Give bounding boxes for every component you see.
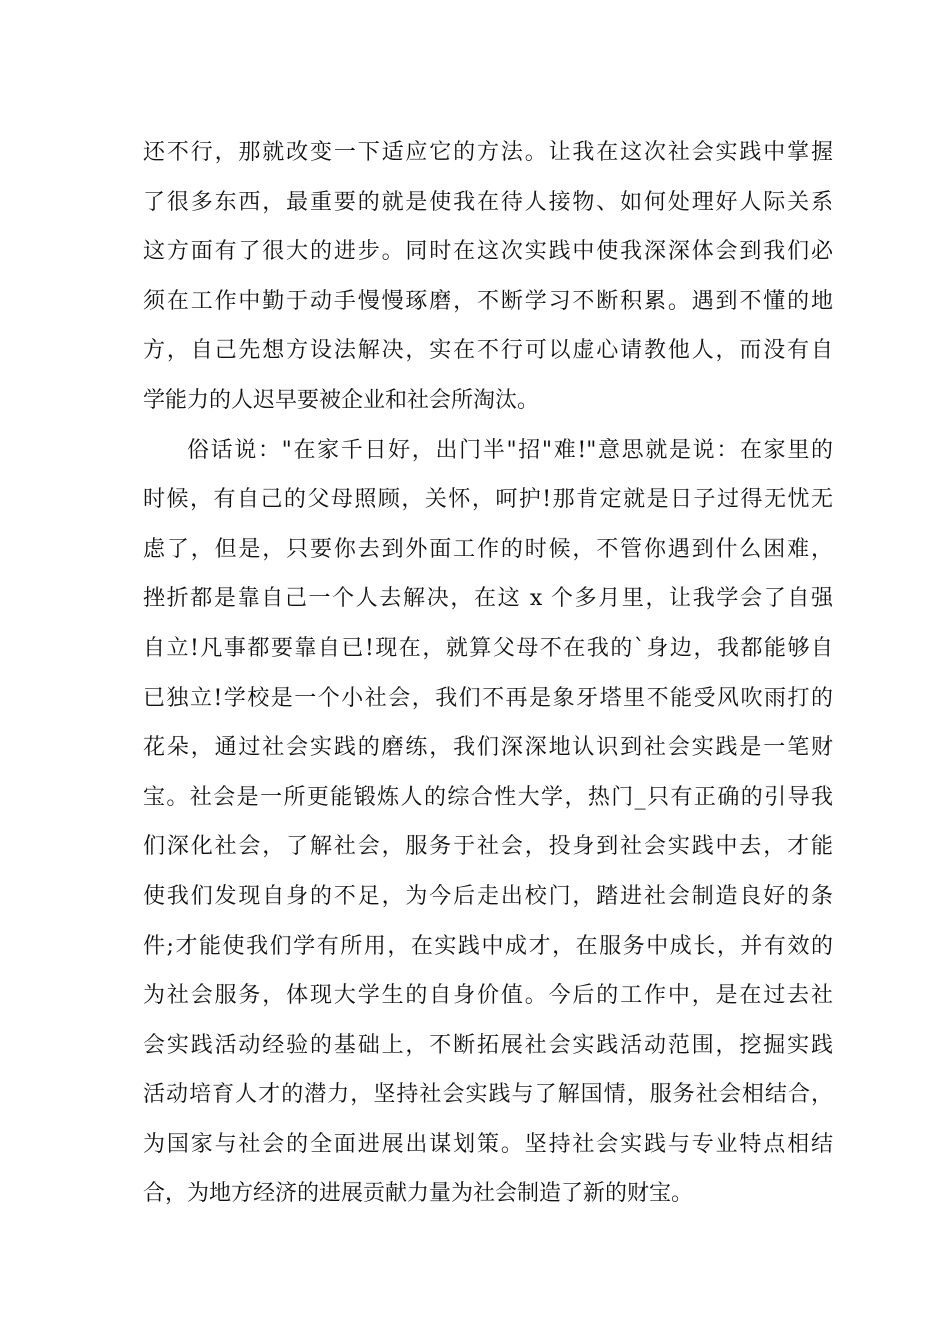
text-line: 为国家与社会的全面进展出谋划策。坚持社会实践与专业特点相结 [143,1131,833,1157]
text-line: 宝。社会是一所更能锻炼人的综合性大学，热门_只有正确的引导我 [143,784,833,810]
body-text [143,128,833,1219]
text-line: 方，自己先想方设法解决，实在不行可以虚心请教他人，而没有自 [143,338,833,364]
text-line: 挫折都是靠自己一个人去解决，在这 x 个多月里，让我学会了自强 [143,586,833,612]
text-line: 合，为地方经济的进展贡献力量为社会制造了新的财宝。 [143,1181,694,1207]
paragraph-first-line: 俗话说："在家千日好，出门半"招"难!"意思就是说：在家里的 [187,437,833,463]
text-line: 须在工作中勤于动手慢慢琢磨，不断学习不断积累。遇到不懂的地 [143,288,833,314]
text-line: 花朵，通过社会实践的磨练，我们深深地认识到社会实践是一笔财 [143,735,833,761]
text-line: 活动培育人才的潜力，坚持社会实践与了解国情，服务社会相结合， [143,1082,833,1108]
text-line: 时候，有自己的父母照顾，关怀，呵护!那肯定就是日子过得无忧无 [143,487,833,513]
text-line: 自立!凡事都要靠自已!现在，就算父母不在我的`身边，我都能够自 [143,635,833,661]
text-line: 已独立!学校是一个小社会，我们不再是象牙塔里不能受风吹雨打的 [143,685,833,711]
text-line: 会实践活动经验的基础上，不断拓展社会实践活动范围，挖掘实践 [143,1032,833,1058]
text-line: 还不行，那就改变一下适应它的方法。让我在这次社会实践中掌握 [143,140,833,165]
text-line: 虑了，但是，只要你去到外面工作的时候，不管你遇到什么困难， [143,536,833,562]
text-line: 了很多东西，最重要的就是使我在待人接物、如何处理好人际关系 [143,189,833,215]
text-line: 这方面有了很大的进步。同时在这次实践中使我深深体会到我们必 [143,239,833,265]
text-line: 使我们发现自身的不足，为今后走出校门，踏进社会制造良好的条 [143,883,833,909]
text-line: 为社会服务，体现大学生的自身价值。今后的工作中，是在过去社 [143,983,833,1009]
text-line: 学能力的人迟早要被企业和社会所淘汰。 [143,387,540,413]
text-line: 件;才能使我们学有所用，在实践中成才，在服务中成长，并有效的 [143,933,833,959]
text-line: 们深化社会，了解社会，服务于社会，投身到社会实践中去，才能 [143,834,833,860]
